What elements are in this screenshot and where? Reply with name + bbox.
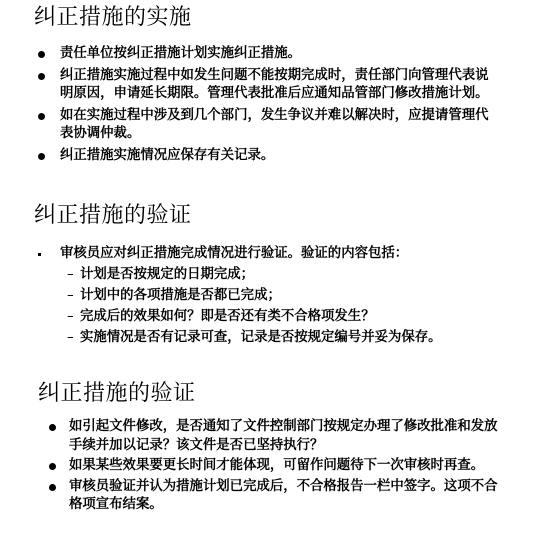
list-item <box>0 285 545 306</box>
list-item <box>0 67 490 104</box>
list-item <box>0 147 490 166</box>
list-item <box>0 107 490 144</box>
lead-text: 审核员应对纠正措施完成情况进行验证。验证的内容包括： <box>60 246 409 261</box>
list-item <box>0 264 545 285</box>
dash-icon: – <box>67 288 74 303</box>
list-item-text: 责任单位按纠正措施计划实施纠正措施。 <box>60 46 302 61</box>
list-item <box>0 418 499 455</box>
bullet-icon <box>38 73 45 80</box>
list-item-text: 计划是否按规定的日期完成； <box>80 267 255 282</box>
dash-icon: – <box>67 309 74 324</box>
bullet-list <box>0 45 545 166</box>
list-item-text: 纠正措施实施情况应保存有关记录。 <box>60 147 275 163</box>
lead-paragraph <box>0 244 545 264</box>
list-item <box>0 306 545 327</box>
section-implementation <box>0 4 545 169</box>
section-title: 纠正措施的验证 <box>34 203 192 228</box>
sub-list <box>0 264 545 348</box>
list-item-text: 纠正措施实施过程中如发生问题不能按期完成时，责任部门向管理代表说明原因，申请延长期限。管理代表批准后应通知品管部门修改措施计划。 <box>60 67 489 102</box>
bullet-icon <box>49 463 56 470</box>
list-item <box>0 327 545 348</box>
list-item <box>0 478 499 515</box>
list-item <box>0 457 499 476</box>
bullet-icon <box>38 51 45 58</box>
list-item-text: 如引起文件修改，是否通知了文件控制部门按规定办理了修改批准和发放手续并加以记录？该文件是否已坚持执行？ <box>69 419 498 453</box>
bullet-icon <box>38 113 45 120</box>
dash-icon: – <box>67 267 74 282</box>
section-verification <box>0 202 545 348</box>
list-item-text: 如在实施过程中涉及到几个部门，发生争议并难以解决时，应提请管理代表协调仲裁。 <box>60 107 489 142</box>
list-item-text: 如果某些效果要更长时间才能体现，可留作问题待下一次审核时再查。 <box>69 458 485 474</box>
bullet-icon <box>38 253 41 256</box>
list-item <box>0 45 490 64</box>
dash-icon: – <box>67 330 74 345</box>
section-title: 纠正措施的实施 <box>34 5 192 30</box>
section-verification-continued <box>0 380 545 517</box>
list-item-text: 实施情况是否有记录可查，记录是否按规定编号并妥为保存。 <box>80 330 442 345</box>
list-item-text: 完成后的效果如何？即是否还有类不合格项发生？ <box>80 309 375 324</box>
bullet-icon <box>38 153 45 160</box>
section-title: 纠正措施的验证 <box>38 381 196 406</box>
list-item-text: 计划中的各项措施是否都已完成； <box>80 288 281 303</box>
bullet-list <box>0 418 545 515</box>
bullet-icon <box>49 424 56 431</box>
bullet-icon <box>49 484 56 491</box>
list-item-text: 审核员验证并认为措施计划已完成后，不合格报告一栏中签字。这项不合格项宣布结案。 <box>69 478 498 513</box>
